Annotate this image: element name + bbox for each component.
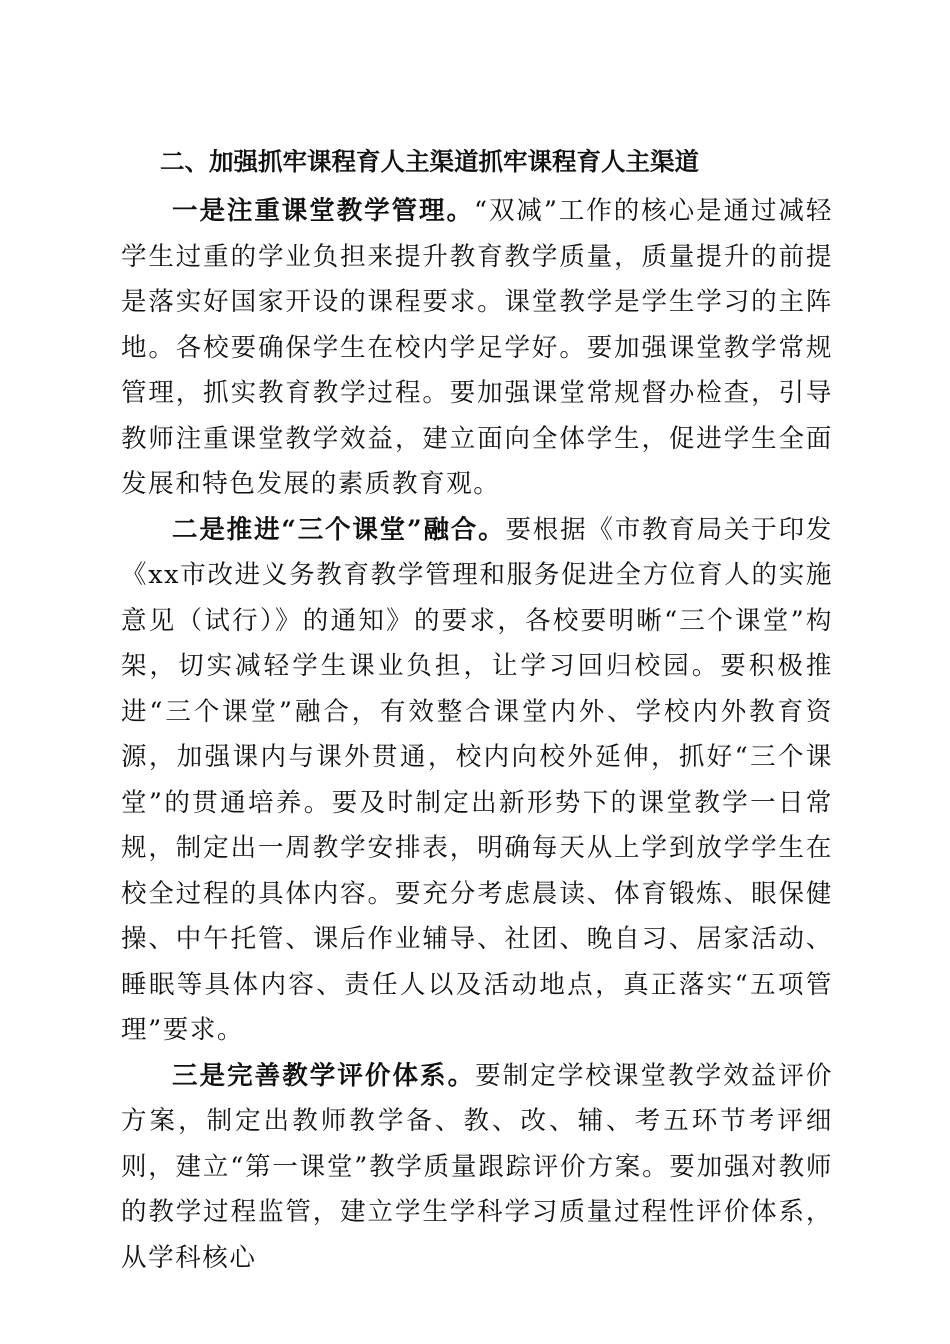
paragraph-three-classrooms — [121, 508, 833, 1054]
paragraph-body: 要根据《市教育局关于印发《xx市改进义务教育教学管理和服务促进全方位育人的实施意见（试行）》的通知》的要求，各校要明晰“三个课堂”构架，切实减轻学生课业负担，让学习回归校园。要积极推进“三个课堂”融合，有效整合课堂内外、学校内外教育资源，加强课内与课外贯通，校内向校外延伸，抓好“三个课堂”的贯通培养。要及时制定出新形势下的课堂教学一日常规，制定出一周教学安排表，明确每天从上学到放学学生在校全过程的具体内容。要充分考虑晨读、体育锻炼、眼保健操、中午托管、课后作业辅导、社团、晚自习、居家活动、睡眠等具体内容、责任人以及活动地点，真正落实“五项管理”要求。 — [121, 514, 834, 1045]
paragraph-lead: 二是推进“三个课堂”融合。 — [172, 514, 506, 545]
paragraph-body: “双减”工作的核心是通过减轻学生过重的学业负担来提升教育教学质量，质量提升的前提是落实好国家开设的课程要求。课堂教学是学生学习的主阵地。各校要确保学生在校内学足学好。要加强课堂教学常规管理，抓实教育教学过程。要加强课堂常规督办检查，引导教师注重课堂教学效益，建立面向全体学生，促进学生全面发展和特色发展的素质教育观。 — [121, 196, 833, 499]
paragraph-lead: 一是注重课堂教学管理。 — [172, 196, 474, 226]
paragraph-classroom-management — [121, 189, 833, 508]
document-body — [121, 189, 833, 1281]
paragraph-evaluation-system — [121, 1054, 833, 1282]
section-heading: 二、加强抓牢课程育人主渠道抓牢课程育人主渠道 — [160, 147, 699, 176]
paragraph-body: 要制定学校课堂教学效益评价方案，制定出教师教学备、教、改、辅、考五环节考评细则，建立“第一课堂”教学质量跟踪评价方案。要加强对教师的教学过程监管，建立学生学科学习质量过程性评价体系，从学科核心 — [121, 1060, 833, 1273]
paragraph-lead: 三是完善教学评价体系。 — [172, 1060, 476, 1091]
